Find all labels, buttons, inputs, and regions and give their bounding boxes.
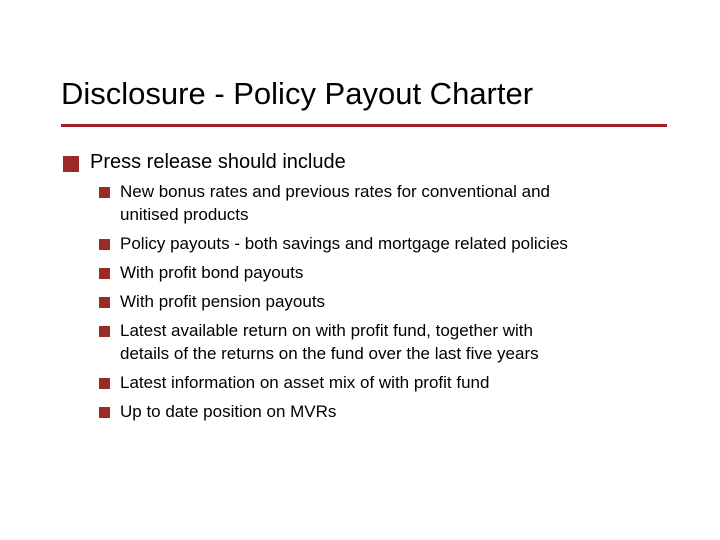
sub-bullet-text: With profit pension payouts [120, 292, 326, 311]
square-bullet-icon [99, 326, 110, 337]
title-divider [61, 124, 667, 127]
level1-bullet-text: Press release should include [90, 151, 346, 173]
sub-bullet-item [99, 319, 689, 365]
sub-bullet-text: Latest available return on with profit fund, together with [120, 321, 533, 340]
sub-bullet-item [99, 261, 689, 284]
square-bullet-icon [99, 187, 110, 198]
sub-bullet-item [99, 290, 689, 313]
sub-bullet-text: unitised products [120, 205, 249, 224]
sub-bullet-item [99, 400, 689, 423]
sub-bullet-text: details of the returns on the fund over the last five years [120, 344, 539, 363]
sub-bullet-list [99, 180, 689, 423]
sub-bullet-text: With profit bond payouts [120, 263, 304, 282]
sub-bullet-item [99, 232, 689, 255]
square-bullet-icon [99, 378, 110, 389]
sub-bullet-text: Latest information on asset mix of with profit fund [120, 373, 490, 392]
square-bullet-icon [99, 268, 110, 279]
sub-bullet-text: New bonus rates and previous rates for conventional and [120, 182, 550, 201]
square-bullet-icon [63, 156, 79, 172]
square-bullet-icon [99, 239, 110, 250]
sub-bullet-item [99, 180, 689, 226]
slide-title: Disclosure - Policy Payout Charter [61, 76, 534, 111]
square-bullet-icon [99, 297, 110, 308]
square-bullet-icon [99, 407, 110, 418]
sub-bullet-text: Policy payouts - both savings and mortgage related policies [120, 234, 568, 253]
sub-bullet-item [99, 371, 689, 394]
sub-bullet-text: Up to date position on MVRs [120, 402, 337, 421]
